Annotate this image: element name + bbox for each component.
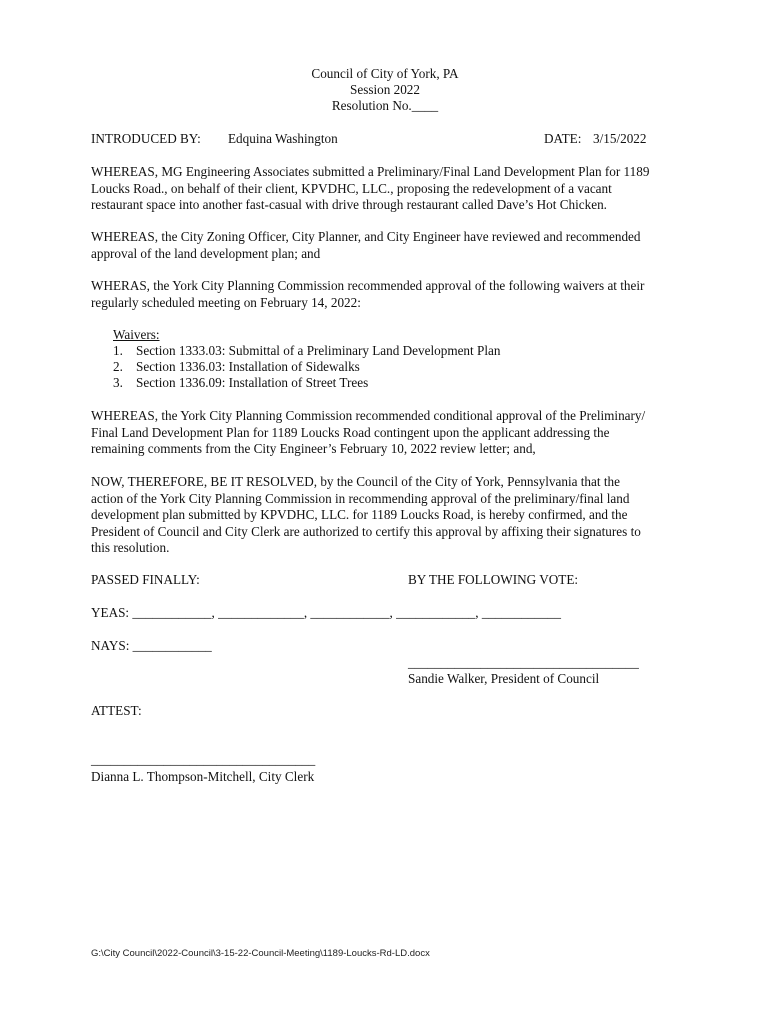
- resolved-paragraph: [91, 474, 681, 557]
- waiver-number-3: 3.: [113, 375, 123, 390]
- resolution-number: Resolution No.____: [331, 98, 439, 113]
- clerk-name: Dianna L. Thompson-Mitchell, City Clerk: [91, 769, 315, 784]
- nays-line: NAYS: ____________: [91, 638, 212, 653]
- date-label: DATE:: [544, 131, 582, 146]
- paragraph-line: restaurant space into another fast-casual with drive through restaurant called Dave’s Hot Chicken.: [91, 197, 607, 212]
- introduced-by-label: INTRODUCED BY:: [91, 131, 201, 146]
- session-heading: Session 2022: [350, 82, 420, 97]
- waiver-number-2: 2.: [113, 359, 123, 374]
- file-path-footer: G:\City Council\2022-Council\3-15-22-Council-Meeting\1189-Loucks-Rd-LD.docx: [91, 948, 430, 959]
- paragraph-line: WHEREAS, MG Engineering Associates submitted a Preliminary/Final Land Development Plan for 1189: [91, 164, 650, 179]
- paragraph-line: action of the York City Planning Commission in recommending approval of the preliminary/final land: [91, 490, 630, 506]
- waiver-item-2: Section 1336.03: Installation of Sidewalks: [136, 359, 360, 374]
- date-value: 3/15/2022: [593, 131, 647, 146]
- waiver-item-3: Section 1336.09: Installation of Street Trees: [136, 375, 369, 390]
- introduced-by-name: Edquina Washington: [228, 131, 338, 146]
- by-following-vote-label: BY THE FOLLOWING VOTE:: [408, 572, 579, 587]
- paragraph-line: approval of the land development plan; and: [91, 245, 321, 261]
- waiver-number-1: 1.: [113, 343, 123, 358]
- attest-label: ATTEST:: [91, 703, 142, 718]
- president-signature-line: ___________________________________: [408, 655, 639, 670]
- paragraph-line: remaining comments from the City Engineer’s February 10, 2022 review letter; and,: [91, 441, 536, 456]
- paragraph-line: WHERAS, the York City Planning Commission recommended approval of the following waivers at their: [91, 278, 645, 293]
- waivers-heading: Waivers:: [113, 327, 160, 342]
- passed-finally-label: PASSED FINALLY:: [91, 572, 200, 587]
- paragraph-line: regularly scheduled meeting on February 14, 2022:: [91, 294, 361, 310]
- council-heading: Council of City of York, PA: [311, 66, 459, 81]
- whereas-paragraph-4: [91, 408, 681, 458]
- paragraph-line: NOW, THEREFORE, BE IT RESOLVED, by the Council of the City of York, Pennsylvania that the: [91, 474, 620, 489]
- paragraph-line: WHEREAS, the York City Planning Commission recommended conditional approval of the Preliminary/: [91, 408, 646, 423]
- paragraph-line: Final Land Development Plan for 1189 Loucks Road contingent upon the applicant addressing the: [91, 424, 610, 440]
- whereas-paragraph-1: [91, 164, 681, 214]
- paragraph-line: this resolution.: [91, 540, 170, 555]
- clerk-signature-line: __________________________________: [91, 752, 316, 767]
- paragraph-line: Loucks Road., on behalf of their client, KPVDHC, LLC., proposing the redevelopment of a vacant: [91, 180, 612, 196]
- waiver-item-1: Section 1333.03: Submittal of a Preliminary Land Development Plan: [136, 343, 501, 358]
- paragraph-line: WHEREAS, the City Zoning Officer, City Planner, and City Engineer have reviewed and recommended: [91, 229, 641, 244]
- paragraph-line: development plan submitted by KPVDHC, LLC. for 1189 Loucks Road, is hereby confirmed, and the: [91, 507, 628, 522]
- president-name: Sandie Walker, President of Council: [408, 671, 600, 686]
- whereas-paragraph-2: [91, 229, 681, 262]
- whereas-paragraph-3: [91, 278, 681, 311]
- yeas-line: YEAS: ____________, _____________, ____________, ____________, ____________: [91, 605, 561, 620]
- paragraph-line: President of Council and City Clerk are authorized to certify this approval by affixing their signatures to: [91, 523, 641, 539]
